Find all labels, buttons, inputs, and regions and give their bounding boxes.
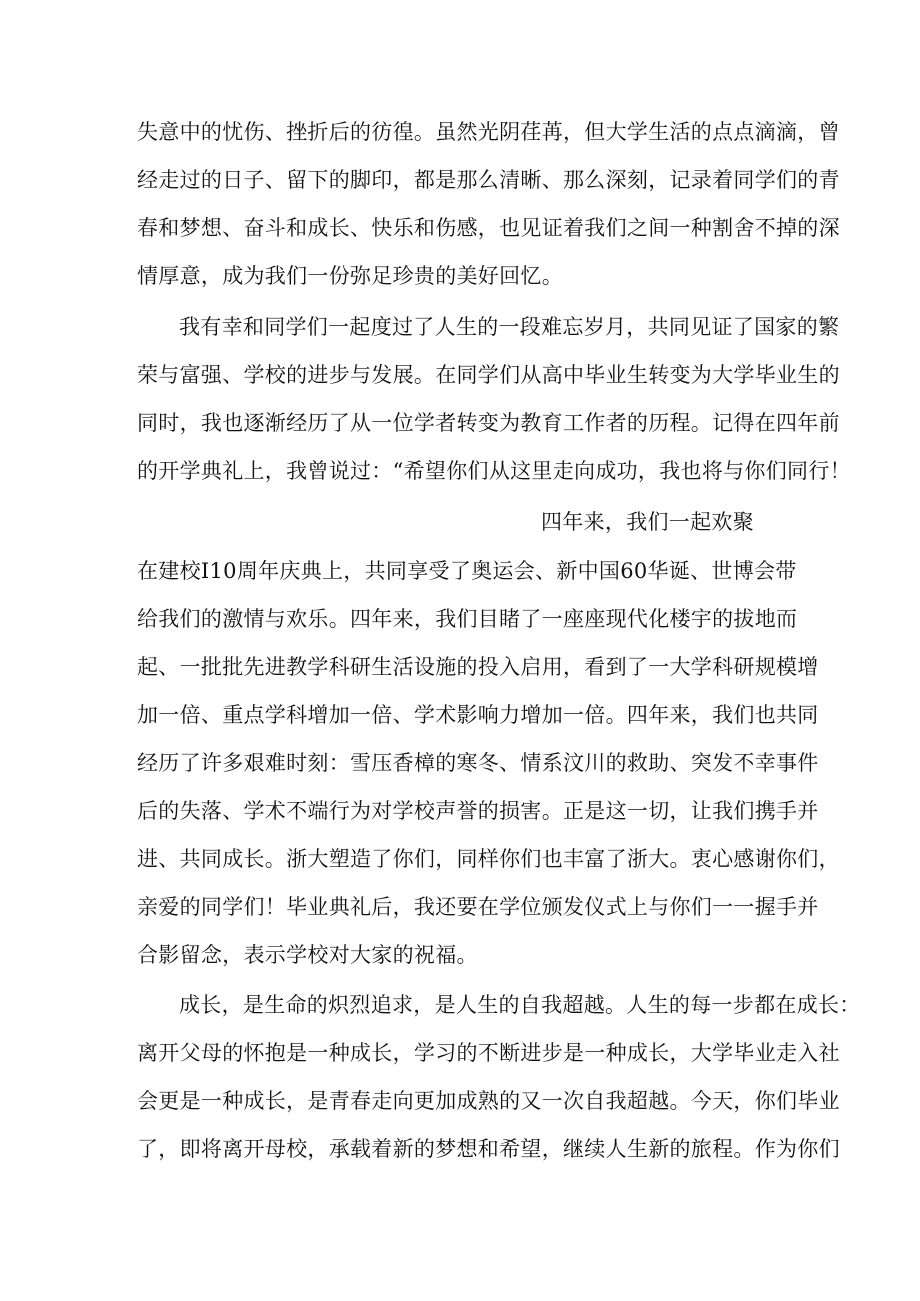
text-line: 合影留念，表示学校对大家的祝福。 <box>137 943 478 967</box>
text-line: 经走过的日子、留下的脚印，都是那么清晰、那么深刻，记录着同学们的青 <box>137 168 840 192</box>
text-line: 荣与富强、学校的进步与发展。在同学们从高中毕业生转变为大学毕业生的 <box>137 363 840 387</box>
text-line: 在建校I10周年庆典上，共同享受了奥运会、新中国60华诞、世博会带 <box>137 559 797 583</box>
text-line: 四年来，我们一起欢聚 <box>541 510 754 534</box>
paragraph-first-line: 成长，是生命的炽烈追求，是人生的自我超越。人生的每一步都在成长： <box>179 993 861 1017</box>
text-line: 失意中的忧伤、挫折后的彷徨。虽然光阴荏苒，但大学生活的点点滴滴，曾 <box>137 120 840 144</box>
text-line: 的开学典礼上，我曾说过：“希望你们从这里走向成功，我也将与你们同行！ <box>137 459 851 483</box>
text-line: 同时，我也逐渐经历了从一位学者转变为教育工作者的历程。记得在四年前 <box>137 411 840 435</box>
text-line: 进、共同成长。浙大塑造了你们，同样你们也丰富了浙大。衷心感谢你们， <box>137 847 840 871</box>
text-line: 会更是一种成长，是青春走向更加成熟的又一次自我超越。今天，你们毕业 <box>137 1089 840 1113</box>
text-line: 经历了许多艰难时刻：雪压香樟的寒冬、情系汶川的救助、突发不幸事件 <box>137 751 819 775</box>
text-line: 加一倍、重点学科增加一倍、学术影响力增加一倍。四年来，我们也共同 <box>137 703 819 727</box>
text-line: 离开父母的怀抱是一种成长，学习的不断进步是一种成长，大学毕业走入社 <box>137 1041 840 1065</box>
text-line: 起、一批批先进教学科研生活设施的投入启用，看到了一大学科研规模增 <box>137 655 819 679</box>
text-line: 了，即将离开母校，承载着新的梦想和希望，继续人生新的旅程。作为你们 <box>137 1137 840 1161</box>
text-line: 春和梦想、奋斗和成长、快乐和伤感，也见证着我们之间一种割舍不掉的深 <box>137 216 840 240</box>
text-line: 后的失落、学术不端行为对学校声誉的损害。正是这一切，让我们携手并 <box>137 799 819 823</box>
text-line: 情厚意，成为我们一份弥足珍贵的美好回忆。 <box>137 264 563 288</box>
text-line: 给我们的激情与欢乐。四年来，我们目睹了一座座现代化楼宇的拔地而 <box>137 607 798 631</box>
text-line: 亲爱的同学们！毕业典礼后，我还要在学位颁发仪式上与你们一一握手并 <box>137 895 819 919</box>
paragraph-first-line: 我有幸和同学们一起度过了人生的一段难忘岁月，共同见证了国家的繁 <box>179 315 840 339</box>
